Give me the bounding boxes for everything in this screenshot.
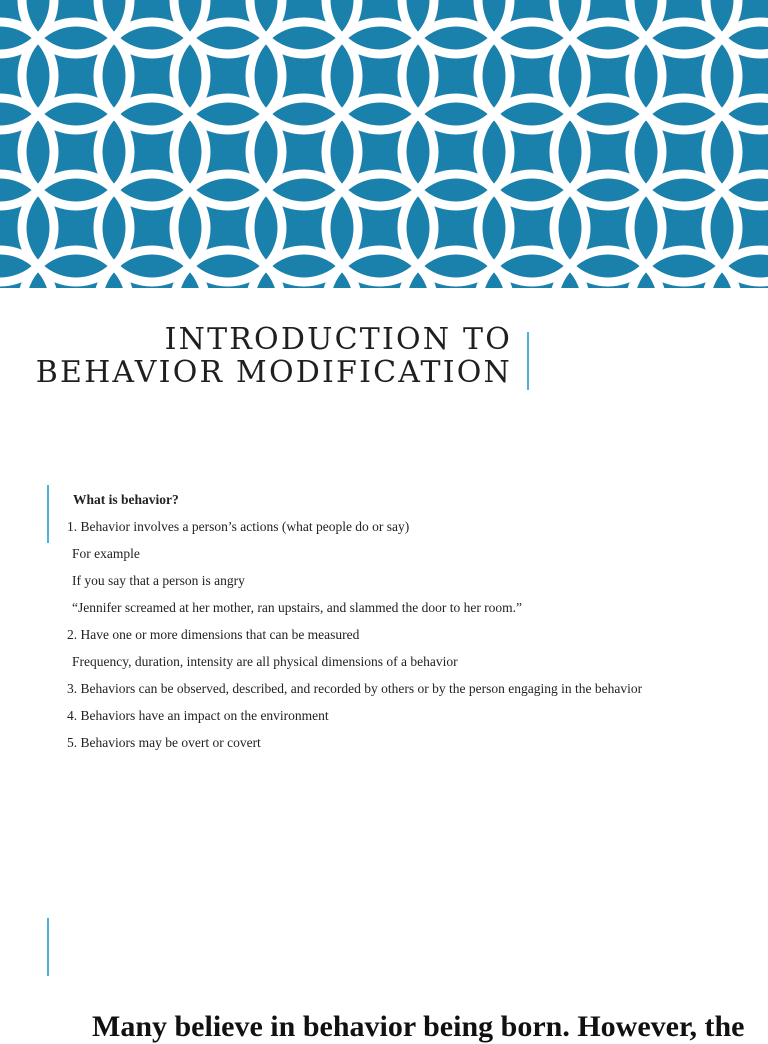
slide-content xyxy=(67,492,667,762)
list-item: 4. Behaviors have an impact on the environment xyxy=(67,708,329,723)
title-line-2: BEHAVIOR MODIFICATION xyxy=(35,355,512,390)
title-accent-bar xyxy=(527,332,529,390)
pattern-ring xyxy=(478,0,586,54)
pattern-banner xyxy=(0,0,768,288)
pattern-ring xyxy=(402,0,510,54)
list-item: If you say that a person is angry xyxy=(72,573,245,588)
interlocking-circles-pattern-icon xyxy=(0,0,768,288)
pattern-ring xyxy=(22,0,130,54)
content-accent-bar xyxy=(47,485,49,543)
list-item: 2. Have one or more dimensions that can be measured xyxy=(67,627,360,642)
pattern-ring xyxy=(0,98,54,206)
list-item: For example xyxy=(72,546,140,561)
pattern-ring xyxy=(98,0,206,54)
pattern-ring xyxy=(0,174,54,282)
pattern-ring xyxy=(326,0,434,54)
pattern-ring xyxy=(554,0,662,54)
pattern-ring xyxy=(250,0,358,54)
list-item: “Jennifer screamed at her mother, ran upstairs, and slammed the door to her room.” xyxy=(72,600,523,615)
list-item: Frequency, duration, intensity are all physical dimensions of a behavior xyxy=(72,654,458,669)
title-line-1: INTRODUCTION TO xyxy=(164,322,512,357)
slide-title xyxy=(0,323,512,389)
list-item: 3. Behaviors can be observed, described, and recorded by others or by the person engaging in the behavior xyxy=(67,681,643,696)
pattern-ring xyxy=(630,0,738,54)
list-item: 5. Behaviors may be overt or covert xyxy=(67,735,261,750)
list-item: 1. Behavior involves a person’s actions (what people do or say) xyxy=(67,519,410,534)
next-slide-partial-text: Many believe in behavior being born. However, the xyxy=(92,1010,745,1043)
pattern-ring xyxy=(0,22,54,130)
next-slide-accent-bar xyxy=(47,918,49,976)
content-heading: What is behavior? xyxy=(73,492,179,507)
pattern-ring xyxy=(174,0,282,54)
